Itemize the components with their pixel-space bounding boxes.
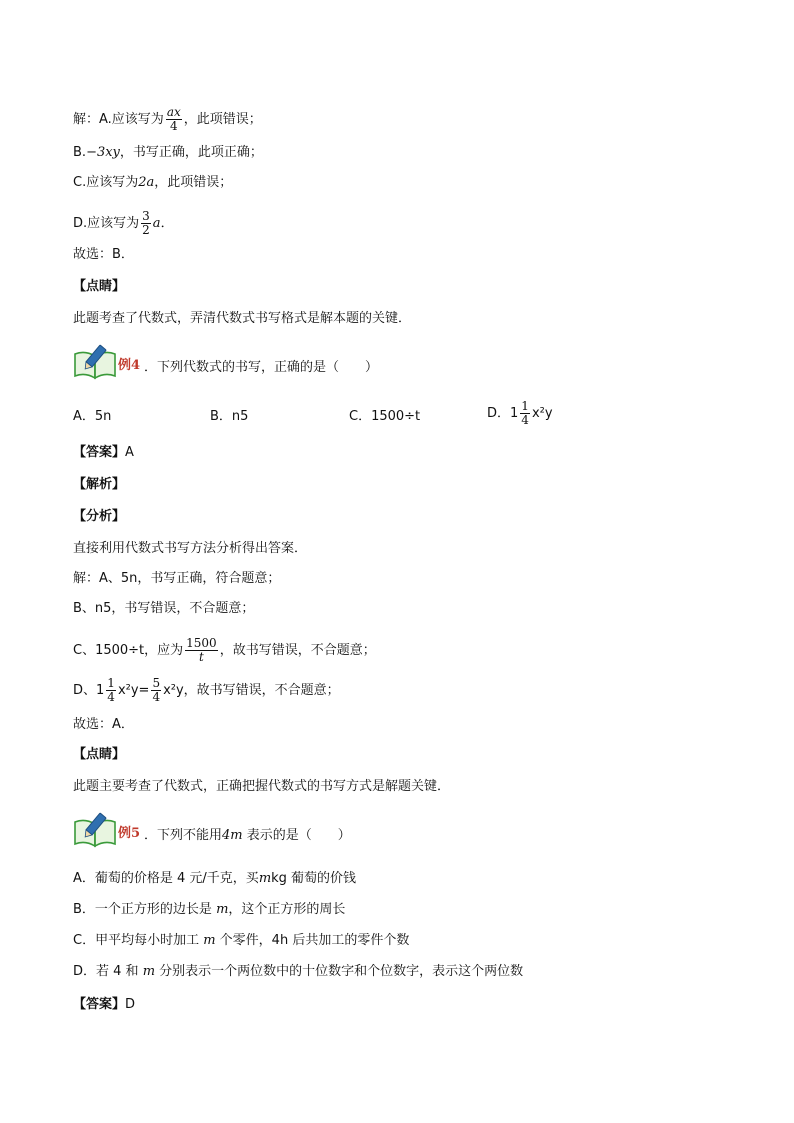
book-pencil-icon xyxy=(73,812,119,848)
option-a xyxy=(73,870,356,888)
fraction-denominator: 4 xyxy=(521,413,529,427)
text: A．葡萄的价格是 4 元/千克，买 xyxy=(73,871,259,886)
fraction xyxy=(166,106,182,133)
book-pencil-icon xyxy=(73,344,119,380)
text: D．1 xyxy=(487,406,519,421)
option-c xyxy=(73,932,409,950)
math-expression: −3xy xyxy=(86,145,120,160)
solution-line-b xyxy=(73,144,263,162)
text: 解：A.应该写为 xyxy=(73,112,164,127)
question-text xyxy=(144,824,351,843)
math-expression: 4m xyxy=(222,828,243,843)
fraction-numerator: 1500 xyxy=(186,636,217,650)
text: ． xyxy=(160,216,174,231)
text: kg 葡萄的价钱 xyxy=(271,871,357,886)
fenxi-tag: 【分析】 xyxy=(73,509,126,524)
text: C．甲平均每小时加工 xyxy=(73,933,204,948)
text: D．若 4 和 xyxy=(73,964,143,979)
math-variable: m xyxy=(216,902,229,917)
fraction xyxy=(185,637,218,664)
text: C.应该写为 xyxy=(73,175,139,190)
text: B. xyxy=(73,145,87,160)
math-variable: m xyxy=(203,933,216,948)
solution-line-d xyxy=(73,210,174,237)
answer-tag: 【答案】 xyxy=(73,445,126,460)
option-b: B．n5 xyxy=(210,409,249,424)
question-text: ．下列代数式的书写，正确的是（ ） xyxy=(144,360,379,375)
text: D、1 xyxy=(73,683,105,698)
text: 个零件，4h 后共加工的零件个数 xyxy=(215,933,410,948)
text: 表示的是（ ） xyxy=(242,828,351,843)
fraction-numerator: 1 xyxy=(521,399,529,413)
answer-value: A xyxy=(125,445,134,460)
fraction-numerator: 1 xyxy=(107,676,115,690)
text: C、1500÷t，应为 xyxy=(73,643,184,658)
fraction-denominator: 2 xyxy=(142,223,150,237)
comment-tag: 【点睛】 xyxy=(73,279,126,294)
fraction-denominator: 4 xyxy=(152,690,161,704)
answer-tag: 【答案】 xyxy=(73,997,126,1012)
example-label: 例4 xyxy=(118,358,141,373)
fraction-denominator: 4 xyxy=(169,119,178,133)
solution-step-3 xyxy=(73,637,376,664)
option-d xyxy=(487,400,553,427)
fraction xyxy=(141,210,151,237)
fenxi-text: 直接利用代数式书写方法分析得出答案． xyxy=(73,541,308,556)
solution-step-4 xyxy=(73,677,340,704)
comment-text: 此题考查了代数式，弄清代数式书写格式是解本题的关键． xyxy=(73,311,412,326)
option-a: A．5n xyxy=(73,409,112,424)
text: B．一个正方形的边长是 xyxy=(73,902,217,917)
math-variable: m xyxy=(142,964,156,979)
text: x²y，故书写错误，不合题意； xyxy=(163,683,340,698)
math-variable: m xyxy=(258,871,272,886)
choice-text: 故选：A． xyxy=(73,717,134,732)
text: ，书写正确，此项正确； xyxy=(119,145,263,160)
fraction-numerator: 3 xyxy=(142,209,150,223)
text: ，这个正方形的周长 xyxy=(228,902,346,917)
fraction-numerator: ax xyxy=(166,105,181,119)
fraction-denominator: 4 xyxy=(107,690,115,704)
solution-line-c xyxy=(73,174,232,192)
text: ，此项错误； xyxy=(183,112,262,127)
comment-tag: 【点睛】 xyxy=(73,747,126,762)
option-c: C．1500÷t xyxy=(349,409,421,424)
comment-text: 此题主要考查了代数式，正确把握代数式的书写方式是解题关键． xyxy=(73,779,451,794)
fraction-denominator: t xyxy=(199,650,204,664)
text: x²y= xyxy=(117,683,150,698)
fraction xyxy=(151,677,161,704)
option-d xyxy=(73,963,523,981)
fraction xyxy=(520,400,530,427)
example-label: 例5 xyxy=(118,826,141,841)
option-b xyxy=(73,901,345,919)
solution-step-1: 解：A、5n，书写正确，符合题意； xyxy=(73,571,281,586)
text: D.应该写为 xyxy=(73,216,140,231)
math-variable: a xyxy=(152,216,161,231)
text: ，故书写错误，不合题意； xyxy=(219,643,376,658)
book-pencil-icon-svg xyxy=(73,812,119,848)
fraction-numerator: 5 xyxy=(152,676,161,690)
text: 分别表示一个两位数中的十位数字和个位数字，表示这个两位数 xyxy=(155,964,524,979)
text: ，此项错误； xyxy=(154,175,233,190)
answer-line xyxy=(73,996,135,1014)
math-expression: 2a xyxy=(138,175,155,190)
text: ．下列不能用 xyxy=(144,828,223,843)
solution-step-2: B、n5，书写错误，不合题意； xyxy=(73,601,255,616)
solution-line-a xyxy=(73,106,262,133)
book-pencil-icon-svg xyxy=(73,344,119,380)
answer-value: D xyxy=(125,997,136,1012)
answer-line xyxy=(73,444,134,462)
text: x²y xyxy=(531,406,553,421)
fraction xyxy=(106,677,116,704)
analysis-tag: 【解析】 xyxy=(73,477,126,492)
choice-text: 故选：B． xyxy=(73,247,134,262)
options-row xyxy=(73,399,733,432)
